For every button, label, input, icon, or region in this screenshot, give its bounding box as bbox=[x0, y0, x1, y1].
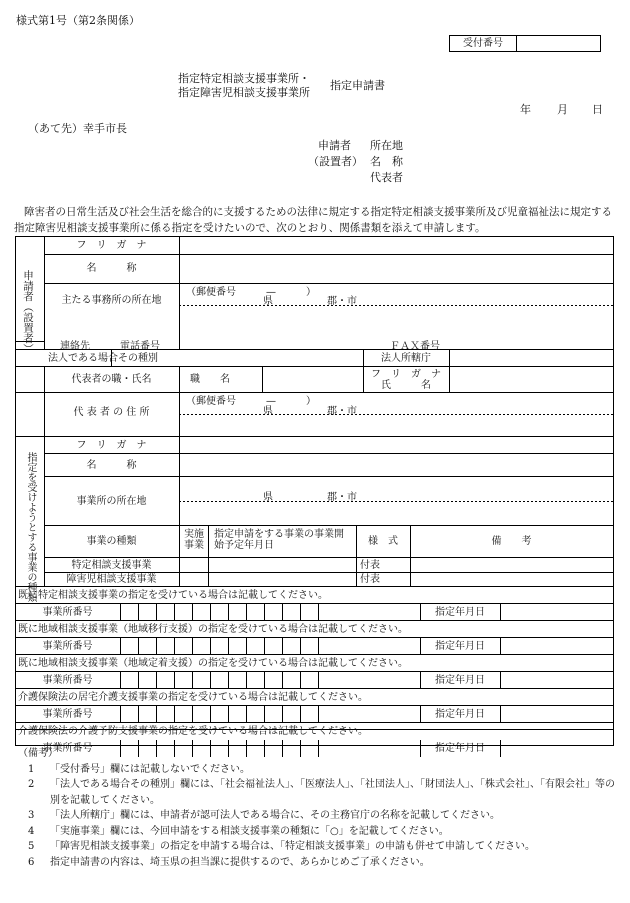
receipt-number-label: 受付番号 bbox=[450, 36, 517, 51]
business-furigana-label: フ リ ガ ナ bbox=[76, 440, 147, 451]
corp-type-label: 法人である場合その種別 bbox=[48, 353, 158, 364]
intro-paragraph: 障害者の日常生活及び社会生活を総合的に支援するための法律に規定する指定特定相談支援事業所及び児童福祉法に規定する指定障害児相談支援事業所に係る指定を受けたいので、次のとおり、関係書類を添えて申請します。 bbox=[14, 206, 612, 234]
title-main: 指定申請書 bbox=[330, 79, 385, 92]
pref-b: 県 bbox=[263, 492, 273, 503]
office-number-label: 事業所番号 bbox=[42, 743, 93, 754]
contact-label: 連絡先 bbox=[60, 341, 90, 352]
note-item bbox=[18, 824, 618, 840]
start-date-header: 指定申請をする事業の事業開始予定年月日 bbox=[214, 529, 344, 551]
note-text: 「法人である場合その種別」欄には、「社会福祉法人」、「医療法人」、「社団法人」、「財団法人」、「株式会社」、「有限会社」等の別を記載してください。 bbox=[50, 779, 615, 806]
title-line2: 指定障害児相談支援事業所 bbox=[178, 86, 310, 99]
note-item bbox=[18, 855, 618, 871]
office-number-label: 事業所番号 bbox=[42, 709, 93, 720]
note-text: 「法人所轄庁」欄には、申請者が認可法人である場合に、その主務官庁の名称を記載してください。 bbox=[50, 810, 500, 821]
phone-label: 電話番号 bbox=[120, 341, 160, 352]
note-text: 「受付番号」欄には記載しないでください。 bbox=[50, 763, 250, 775]
date-year: 年 bbox=[520, 103, 531, 116]
existing-caption: 既に地域相談支援事業（地域移行支援）の指定を受けている場合は記載してください。 bbox=[18, 624, 408, 635]
note-number: 5 bbox=[28, 841, 35, 852]
city-b: 郡・市 bbox=[327, 492, 357, 503]
title-line1: 指定特定相談支援事業所・ bbox=[178, 72, 310, 85]
office-number-label: 事業所番号 bbox=[42, 641, 93, 652]
form-number: 様式第1号（第2条関係） bbox=[16, 14, 140, 27]
rep-title-name-label: 代表者の職・氏名 bbox=[71, 374, 152, 385]
receipt-number-box bbox=[449, 35, 601, 52]
office-address-label: 主たる事務所の所在地 bbox=[61, 295, 162, 306]
note-number: 2 bbox=[28, 779, 35, 790]
form-header: 様 式 bbox=[368, 536, 398, 547]
applicant-furigana-label: フ リ ガ ナ bbox=[76, 240, 147, 251]
note-number: 3 bbox=[28, 810, 35, 821]
job-label: 職 名 bbox=[190, 374, 230, 385]
applicant-name-label-cell: 名 称 bbox=[86, 263, 137, 274]
note-item bbox=[18, 777, 618, 808]
implemented-header: 実施事業 bbox=[184, 529, 204, 551]
notes-title: （備考） bbox=[18, 748, 58, 759]
pref-a: 県 bbox=[263, 296, 273, 307]
existing-caption: 介護保険法の居宅介護支援事業の指定を受けている場合は記載してください。 bbox=[18, 692, 368, 703]
pref-rep: 県 bbox=[263, 406, 273, 417]
corp-office-label: 法人所轄庁 bbox=[381, 353, 431, 364]
office-number-label: 事業所番号 bbox=[42, 675, 93, 686]
section-applicant-side: 申請者（設置者） bbox=[22, 270, 34, 354]
existing-caption: 既に特定相談支援事業の指定を受けている場合は記載してください。 bbox=[18, 590, 328, 601]
rep-address-label: 代 表 者 の 住 所 bbox=[73, 407, 150, 418]
date-month: 月 bbox=[557, 103, 568, 116]
rep-furigana-label: フ リ ガ ナ bbox=[371, 369, 441, 380]
note-text: 指定申請書の内容は、埼玉県の担当課に提供するので、あらかじめご了承ください。 bbox=[50, 856, 430, 868]
row-child-consultation: 障害児相談支援事業 bbox=[66, 574, 157, 585]
note-text: 「障害児相談支援事業」の指定を申請する場合は、「特定相談支援事業」の申請も併せて申請してください。 bbox=[50, 841, 535, 852]
remarks-header: 備 考 bbox=[491, 536, 532, 547]
addressee: （あて先）幸手市長 bbox=[28, 122, 127, 135]
note-number: 1 bbox=[28, 763, 35, 775]
date-day: 日 bbox=[592, 103, 603, 116]
row-specific-consultation: 特定相談支援事業 bbox=[71, 560, 152, 571]
note-item bbox=[18, 839, 618, 855]
biz-type-header: 事業の種類 bbox=[86, 536, 137, 547]
attached-form-1: 付表 bbox=[360, 560, 380, 571]
designated-date-label: 指定年月日 bbox=[435, 641, 485, 652]
city-rep: 郡・市 bbox=[327, 406, 357, 417]
postal-code-a: （郵便番号 — ） bbox=[186, 287, 316, 298]
office-number-label: 事業所番号 bbox=[42, 607, 93, 618]
fax-label: ＦＡＸ番号 bbox=[390, 341, 440, 352]
business-address-label: 事業所の所在地 bbox=[76, 496, 147, 507]
applicant-rep-label: 代表者 bbox=[370, 171, 403, 184]
attached-form-2: 付表 bbox=[360, 574, 380, 585]
note-number: 4 bbox=[28, 825, 35, 837]
existing-caption: 既に地域相談支援事業（地域定着支援）の指定を受けている場合は記載してください。 bbox=[18, 658, 408, 669]
postal-code-rep: （郵便番号 — ） bbox=[186, 396, 316, 407]
note-number: 6 bbox=[28, 856, 35, 868]
designated-date-label: 指定年月日 bbox=[435, 607, 485, 618]
applicant-name-label: 名 称 bbox=[370, 155, 403, 168]
city-a: 郡・市 bbox=[327, 296, 357, 307]
notes-section bbox=[18, 746, 618, 870]
applicant-role: 申請者 bbox=[318, 139, 351, 152]
designated-date-label: 指定年月日 bbox=[435, 675, 485, 686]
applicant-address-label: 所在地 bbox=[370, 139, 403, 152]
note-item bbox=[18, 762, 618, 778]
business-name-label: 名 称 bbox=[86, 460, 137, 471]
section-business-side: 指定を受けようとする事業の種類 bbox=[25, 452, 36, 602]
existing-caption: 介護保険法の介護予防支援事業の指定を受けている場合は記載してください。 bbox=[18, 726, 368, 737]
designated-date-label: 指定年月日 bbox=[435, 709, 485, 720]
applicant-role-sub: （設置者） bbox=[308, 155, 363, 168]
rep-name-label: 氏 名 bbox=[381, 380, 431, 391]
note-text: 「実施事業」欄には、今回申請をする相談支援事業の種類に「○」を記載してください。 bbox=[50, 825, 449, 837]
designated-date-label: 指定年月日 bbox=[435, 743, 485, 754]
note-item bbox=[18, 808, 618, 824]
